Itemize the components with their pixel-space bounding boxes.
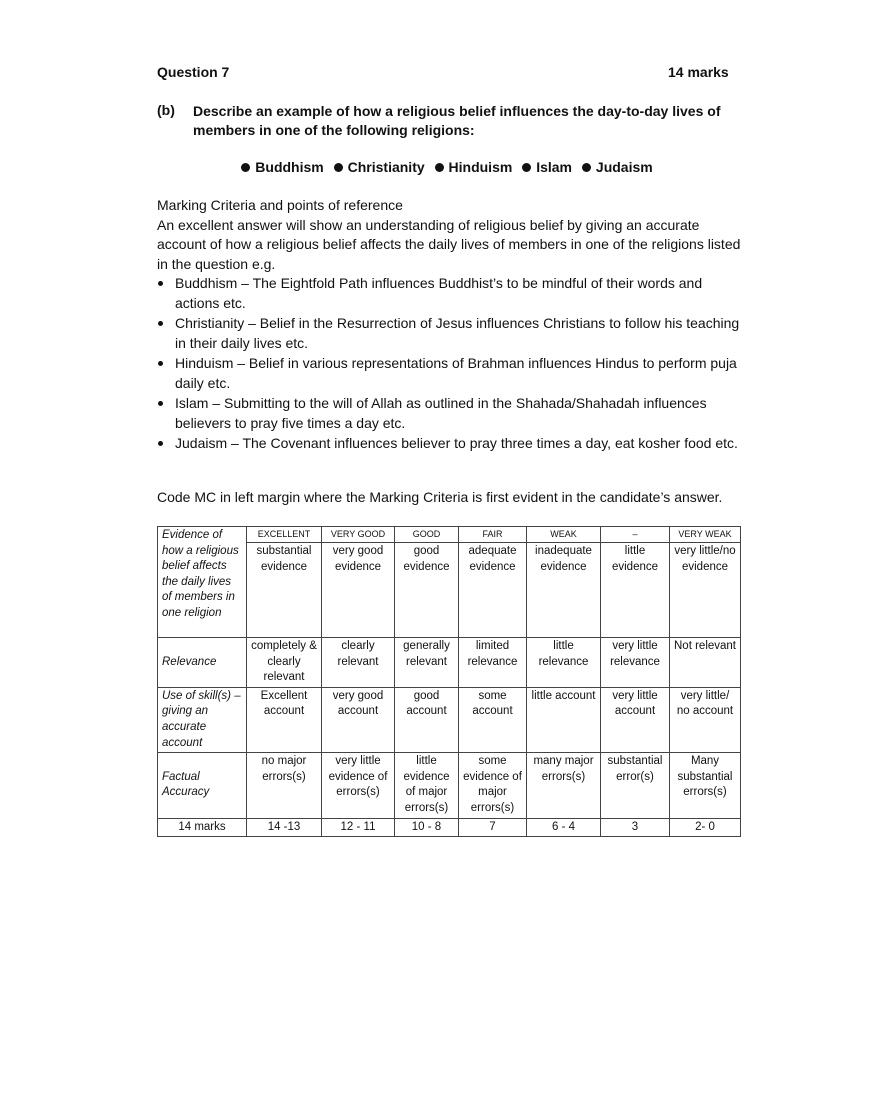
religion-item: Christianity xyxy=(334,159,425,175)
bullet-dot-icon xyxy=(334,163,343,172)
marks-cell: 2- 0 xyxy=(670,818,741,837)
bullet-dot-icon xyxy=(158,401,163,406)
skill-cell: little account xyxy=(527,687,601,752)
accuracy-label: Factual Accuracy xyxy=(158,753,247,818)
rubric-marks-row xyxy=(158,818,741,837)
marks-cell: 10 - 8 xyxy=(395,818,459,837)
rubric-evidence-label: Evidence of how a religious belief affects the daily lives of members in one religion xyxy=(158,527,247,638)
rubric-table xyxy=(157,526,741,837)
bullet-dot-icon xyxy=(241,163,250,172)
bullet-dot-icon xyxy=(158,281,163,286)
skill-label: Use of skill(s) – giving an accurate account xyxy=(158,687,247,752)
relevance-cell: very little relevance xyxy=(601,638,670,688)
criteria-bullet: Hinduism – Belief in various representations of Brahman influences Hindus to perform puja daily etc. xyxy=(157,354,742,393)
marks-cell: 7 xyxy=(459,818,527,837)
part-label: (b) xyxy=(157,102,175,118)
accuracy-cell: little evidence of major errors(s) xyxy=(395,753,459,818)
evidence-cell: inadequate evidence xyxy=(527,543,601,638)
level-header: – xyxy=(601,527,670,543)
criteria-intro: An excellent answer will show an understanding of religious belief by giving an accurate account of how a religious belief affects the daily lives of members in one of the religions listed in the question e.g. xyxy=(157,216,741,272)
religion-item: Buddhism xyxy=(241,159,323,175)
relevance-cell: generally relevant xyxy=(395,638,459,688)
accuracy-cell: no major errors(s) xyxy=(247,753,322,818)
level-header: FAIR xyxy=(459,527,527,543)
part-prompt: Describe an example of how a religious belief influences the day-to-day lives of members in one of the following religions: xyxy=(193,103,721,138)
evidence-cell: little evidence xyxy=(601,543,670,638)
rubric-relevance-row xyxy=(158,638,741,688)
accuracy-cell: some evidence of major errors(s) xyxy=(459,753,527,818)
criteria-bullet: Judaism – The Covenant influences believer to pray three times a day, eat kosher food etc. xyxy=(157,434,742,454)
evidence-cell: very little/no evidence xyxy=(670,543,741,638)
relevance-cell: completely & clearly relevant xyxy=(247,638,322,688)
evidence-cell: very good evidence xyxy=(322,543,395,638)
relevance-cell: clearly relevant xyxy=(322,638,395,688)
marks-cell: 6 - 4 xyxy=(527,818,601,837)
relevance-cell: little relevance xyxy=(527,638,601,688)
criteria-bullet: Islam – Submitting to the will of Allah as outlined in the Shahada/Shahadah influences believers to pray five times a day etc. xyxy=(157,394,742,433)
bullet-dot-icon xyxy=(158,361,163,366)
bullet-dot-icon xyxy=(158,321,163,326)
marking-criteria xyxy=(157,196,742,455)
marks-label: 14 marks xyxy=(158,818,247,837)
accuracy-cell: substantial error(s) xyxy=(601,753,670,818)
level-header: VERY GOOD xyxy=(322,527,395,543)
evidence-cell: substantial evidence xyxy=(247,543,322,638)
level-header: VERY WEAK xyxy=(670,527,741,543)
question-title: Question 7 xyxy=(157,64,230,80)
level-header: GOOD xyxy=(395,527,459,543)
relevance-cell: Not relevant xyxy=(670,638,741,688)
accuracy-cell: very little evidence of errors(s) xyxy=(322,753,395,818)
skill-cell: very little/ no account xyxy=(670,687,741,752)
level-header: WEAK xyxy=(527,527,601,543)
rubric-header-row xyxy=(158,527,741,543)
skill-cell: Excellent account xyxy=(247,687,322,752)
code-note: Code MC in left margin where the Marking Criteria is first evident in the candidate’s answer. xyxy=(157,489,723,505)
marks-cell: 14 -13 xyxy=(247,818,322,837)
level-header: EXCELLENT xyxy=(247,527,322,543)
criteria-bullet: Christianity – Belief in the Resurrection of Jesus influences Christians to follow his teaching in their daily lives etc. xyxy=(157,314,742,353)
religion-item: Islam xyxy=(522,159,572,175)
bullet-dot-icon xyxy=(582,163,591,172)
question-marks: 14 marks xyxy=(668,64,729,80)
relevance-cell: limited relevance xyxy=(459,638,527,688)
marks-cell: 3 xyxy=(601,818,670,837)
bullet-dot-icon xyxy=(435,163,444,172)
accuracy-cell: many major errors(s) xyxy=(527,753,601,818)
skill-cell: some account xyxy=(459,687,527,752)
skill-cell: very little account xyxy=(601,687,670,752)
criteria-heading: Marking Criteria and points of reference xyxy=(157,197,403,213)
criteria-bullets xyxy=(157,274,742,454)
marks-cell: 12 - 11 xyxy=(322,818,395,837)
evidence-cell: adequate evidence xyxy=(459,543,527,638)
skill-cell: very good account xyxy=(322,687,395,752)
religion-item: Judaism xyxy=(582,159,653,175)
bullet-dot-icon xyxy=(158,441,163,446)
rubric-skill-row xyxy=(158,687,741,752)
relevance-label: Relevance xyxy=(158,638,247,688)
accuracy-cell: Many substantial errors(s) xyxy=(670,753,741,818)
evidence-cell: good evidence xyxy=(395,543,459,638)
criteria-bullet: Buddhism – The Eightfold Path influences Buddhist’s to be mindful of their words and actions etc. xyxy=(157,274,742,313)
rubric-accuracy-row xyxy=(158,753,741,818)
religion-item: Hinduism xyxy=(435,159,513,175)
religion-list xyxy=(157,159,737,175)
bullet-dot-icon xyxy=(522,163,531,172)
skill-cell: good account xyxy=(395,687,459,752)
